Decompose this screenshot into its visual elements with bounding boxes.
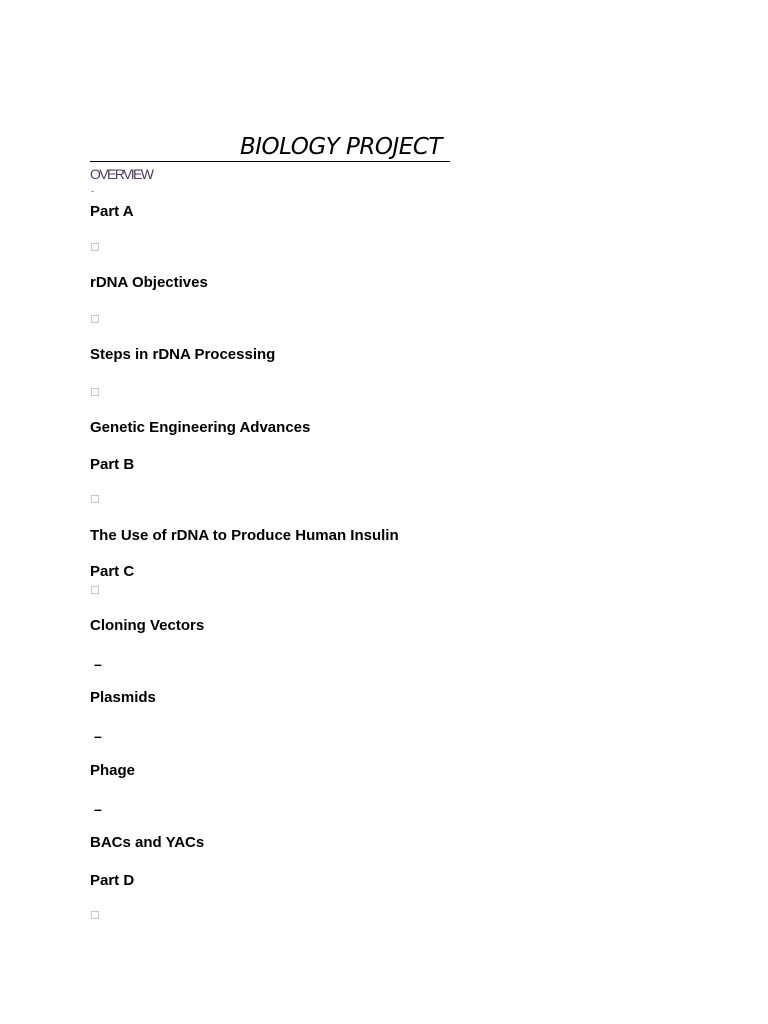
genetic-engineering-item: Genetic Engineering Advances — [90, 419, 311, 436]
checkbox-icon — [91, 911, 99, 919]
overview-heading: OVERVIEW — [90, 166, 153, 182]
dash-marker: – — [94, 656, 102, 672]
part-b-heading: Part B — [90, 456, 135, 473]
bacs-yacs-item: BACs and YACs — [90, 834, 205, 851]
checkbox-icon — [91, 388, 99, 396]
part-c-heading: Part C — [90, 563, 135, 580]
checkbox-icon — [91, 586, 99, 594]
part-a-heading: Part A — [90, 203, 134, 220]
document-title: BIOLOGY PROJECT — [240, 134, 442, 160]
checkbox-icon — [91, 243, 99, 251]
plasmids-item: Plasmids — [90, 689, 156, 706]
steps-rdna-item: Steps in rDNA Processing — [90, 346, 276, 363]
rdna-objectives-item: rDNA Objectives — [90, 274, 208, 291]
checkbox-icon — [91, 495, 99, 503]
dash-marker: – — [94, 728, 102, 744]
human-insulin-item: The Use of rDNA to Produce Human Insulin — [90, 527, 399, 544]
dash-marker: – — [94, 801, 102, 817]
part-d-heading: Part D — [90, 872, 135, 889]
phage-item: Phage — [90, 762, 136, 779]
overview-marker: - — [91, 186, 94, 196]
cloning-vectors-item: Cloning Vectors — [90, 617, 205, 634]
title-underline — [90, 132, 450, 162]
checkbox-icon — [91, 315, 99, 323]
